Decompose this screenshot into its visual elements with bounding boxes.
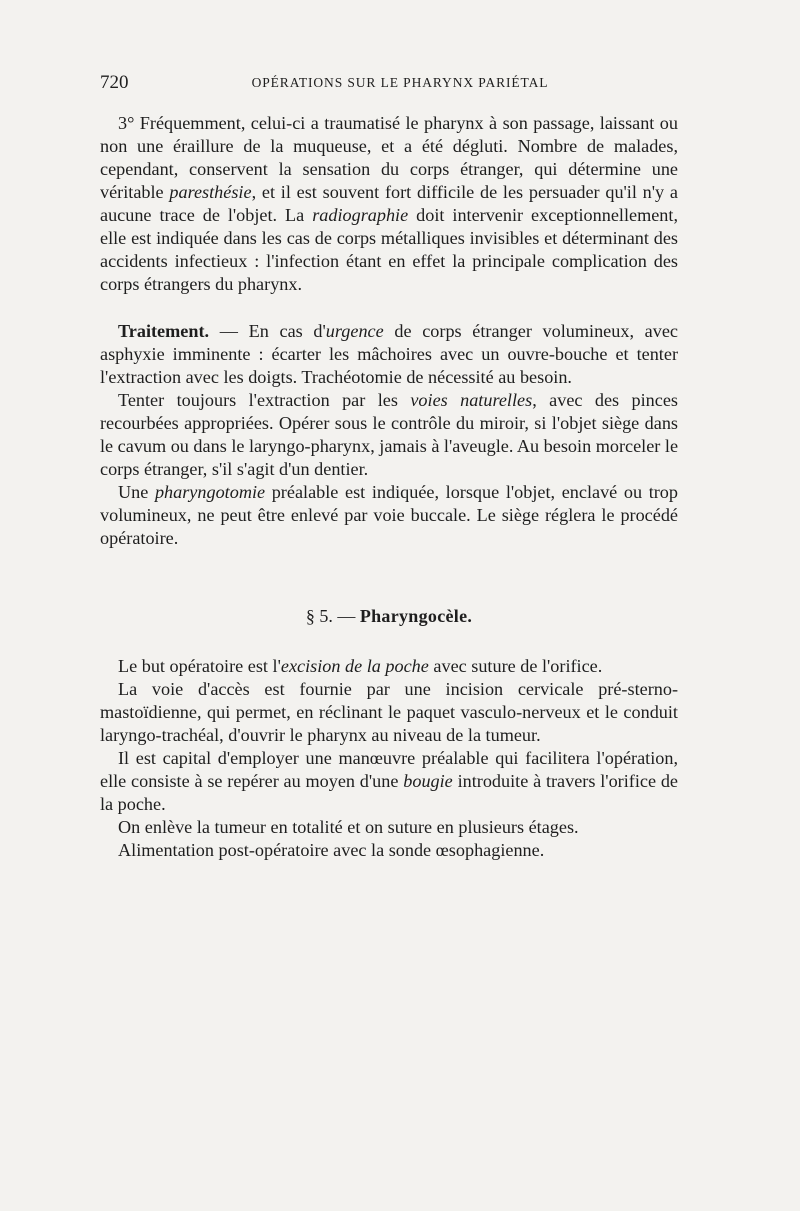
italic-term: pharyngotomie: [154, 482, 266, 502]
text-run: — En cas d': [209, 321, 326, 341]
text-run: , et il est souvent fort difficile de les persuader qu'il n'y a aucune trace de l'objet. La: [100, 182, 678, 225]
italic-term: bougie: [403, 771, 453, 791]
text-run: , avec des pinces recourbées appropriées. Opérer sous le contrôle du miroir, si l'objet siège dans le cavum ou dans le laryngo-pharynx, jamais à l'aveugle. Au besoin morceler le corps étranger, s'il s'agit d'un dentier.: [100, 390, 679, 479]
text-run: Le but opératoire est l': [118, 656, 281, 676]
run-in-heading: Traitement.: [118, 321, 210, 341]
page-number: 720: [100, 72, 129, 93]
paragraph: [100, 389, 678, 481]
text-run: doit intervenir exceptionnellement, elle est indiquée dans les cas de corps métalliques invisibles et déterminant des accidents infectieux : l'infection étant en effet la principale complication des corps étrangers du pharynx.: [100, 205, 678, 294]
paragraph: Alimentation post-opératoire avec la sonde œsophagienne.: [118, 840, 545, 860]
paragraph: [100, 747, 678, 816]
text-run: Il est capital d'employer une manœuvre préalable qui facilitera l'opération, elle consiste à se repérer au moyen d'une: [100, 748, 678, 791]
text-run: introduite à travers l'orifice de la poche.: [100, 771, 678, 814]
section-number: § 5. —: [305, 606, 360, 626]
italic-term: voies naturelles: [410, 390, 533, 410]
italic-term: urgence: [325, 321, 384, 341]
italic-term: paresthésie: [169, 182, 252, 202]
paragraph: La voie d'accès est fournie par une incision cervicale pré-sterno-mastoïdienne, qui permet, en réclinant le paquet vasculo-nerveux et le conduit laryngo-trachéal, d'ouvrir le pharynx au niveau de la tumeur.: [100, 679, 678, 745]
running-title: OPÉRATIONS SUR LE PHARYNX PARIÉTAL: [251, 75, 549, 90]
page-header: [100, 72, 700, 96]
italic-term: radiographie: [312, 205, 409, 225]
italic-term: excision de la poche: [280, 656, 429, 676]
paragraph: [100, 112, 678, 296]
intro-block: [100, 112, 678, 296]
paragraph: On enlève la tumeur en totalité et on suture en plusieurs étages.: [118, 817, 579, 837]
treatment-block: [100, 320, 678, 550]
text-run: Tenter toujours l'extraction par les: [118, 390, 411, 410]
pharyngocele-block: [100, 655, 678, 862]
text-run: avec suture de l'orifice.: [428, 656, 603, 676]
text-run: préalable est indiquée, lorsque l'objet, enclavé ou trop volumineux, ne peut être enlevé par voie buccale. Le siège réglera le procédé opératoire.: [100, 482, 678, 548]
section-title: Pharyngocèle.: [359, 606, 473, 626]
paragraph: [100, 655, 678, 678]
paragraph: [100, 481, 678, 550]
section-heading: [100, 606, 678, 627]
text-run: 3° Fréquemment, celui-ci a traumatisé le pharynx à son passage, laissant ou non une éraillure de la muqueuse, et a été dégluti. Nombre de malades, cependant, conservent la sensation du corps étranger, qui détermine une véritable: [100, 113, 678, 202]
text-run: de corps étranger volumineux, avec asphyxie imminente : écarter les mâchoires avec un ouvre-bouche et tenter l'extraction avec les doigts. Trachéotomie de nécessité au besoin.: [100, 321, 678, 387]
paragraph: [100, 320, 678, 389]
text-run: Une: [118, 482, 155, 502]
